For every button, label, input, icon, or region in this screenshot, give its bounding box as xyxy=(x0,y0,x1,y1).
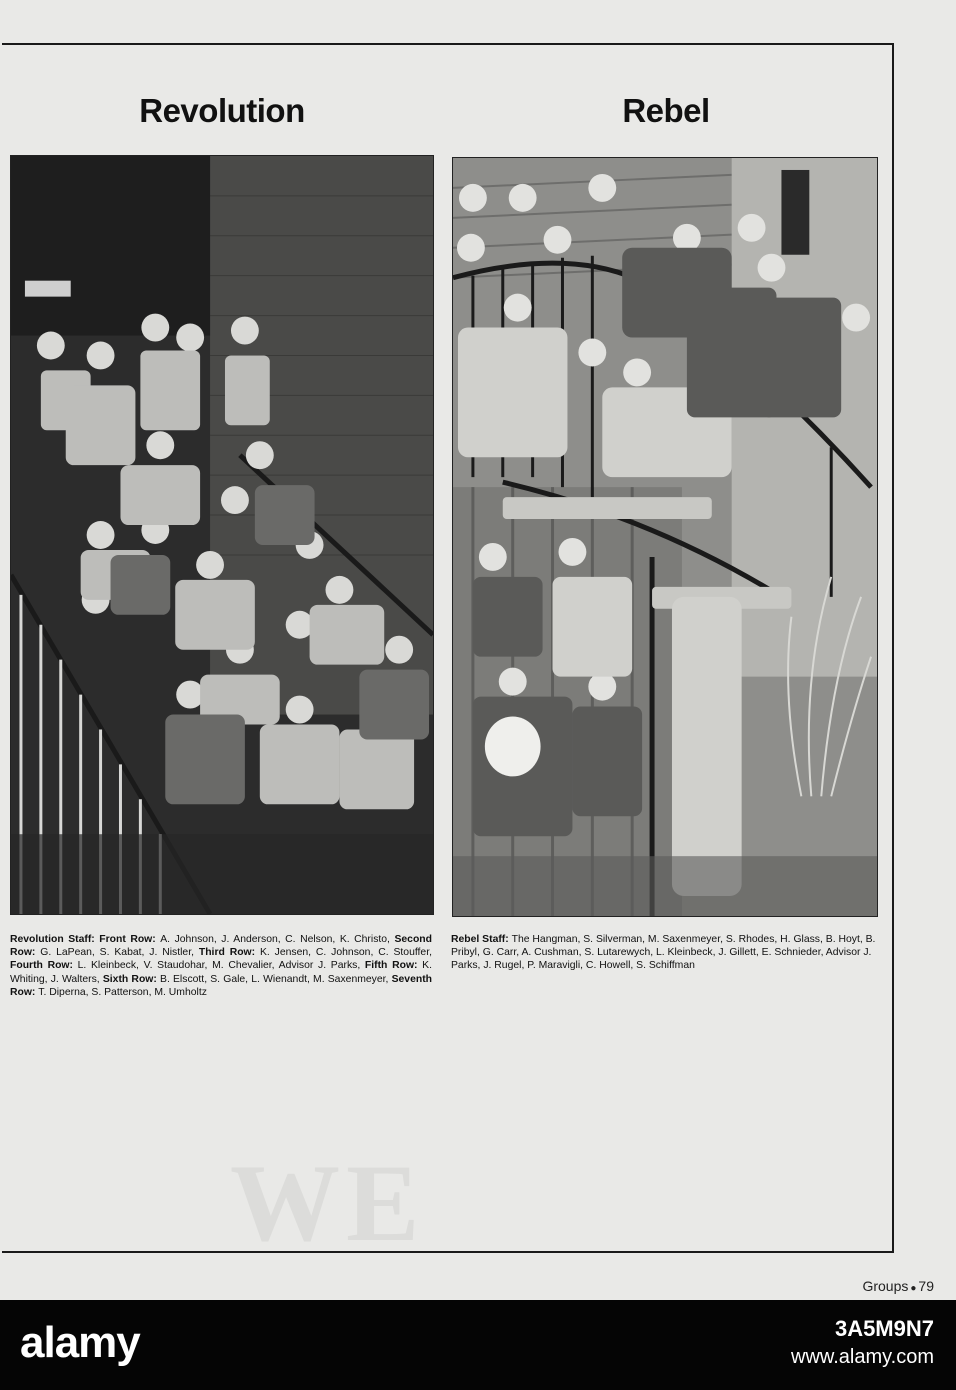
caption-names: K. Whiting, J. Walters, xyxy=(10,960,432,985)
caption-names: G. LaPean, S. Kabat, J. Nistler, xyxy=(40,947,199,959)
caption-row-label: Fourth Row: xyxy=(10,960,78,972)
caption-row-label: Revolution Staff: Front Row: xyxy=(10,934,161,945)
caption-names: K. Jensen, C. Johnson, C. Stouffer, xyxy=(259,947,432,959)
rebel-staff-caption xyxy=(451,933,877,973)
revolution-title: Revolution xyxy=(139,92,305,129)
revolution-staff-photo xyxy=(10,155,434,915)
caption-row-label: Seventh Row: xyxy=(10,973,432,998)
rebel-title: Rebel xyxy=(622,92,710,129)
watermark-bar xyxy=(0,1300,956,1390)
folio-bullet: ● xyxy=(910,1283,917,1294)
watermark-logo: alamy xyxy=(20,1318,140,1367)
caption-row-label: Third Row: xyxy=(198,947,260,959)
caption-row-label: Rebel Staff: xyxy=(451,934,512,945)
caption-names: The Hangman, S. Silverman, M. Saxenmeyer, S. Rhodes, H. Glass, B. Hoyt, B. Pribyl, G. Carr, A. Cushman, S. Lutarewych, L. Kleinbeck, J. Gillett, E. Schnieder, Advisor J. Parks, J. Rugel, P. Maravigli, C. Howell, S. Schiffman xyxy=(451,934,876,972)
caption-names: L. Kleinbeck, V. Staudohar, M. Chevalier, Advisor J. Parks, xyxy=(77,960,365,972)
caption-row-label: Second Row: xyxy=(10,934,432,959)
spiral-staircase-group-photo-illustration xyxy=(453,158,877,916)
staircase-group-photo-illustration xyxy=(11,156,433,914)
faint-show-through-decoration: WE xyxy=(230,1142,426,1264)
page-folio xyxy=(862,1278,934,1294)
watermark-image-id: 3A5M9N7 xyxy=(834,1316,934,1341)
caption-names: A. Johnson, J. Anderson, C. Nelson, K. Christo, xyxy=(160,934,395,945)
revolution-staff-caption xyxy=(10,933,432,999)
rebel-staff-photo xyxy=(452,157,878,917)
caption-names: B. Elscott, S. Gale, L. Wienandt, M. Saxenmeyer, xyxy=(160,973,392,985)
caption-row-label: Fifth Row: xyxy=(364,960,423,972)
caption-names: T. Diperna, S. Patterson, M. Umholtz xyxy=(38,986,207,998)
page-number: 79 xyxy=(918,1278,934,1294)
caption-row-label: Sixth Row: xyxy=(102,973,161,985)
watermark-url: www.alamy.com xyxy=(791,1346,934,1368)
section-name: Groups xyxy=(862,1278,909,1294)
